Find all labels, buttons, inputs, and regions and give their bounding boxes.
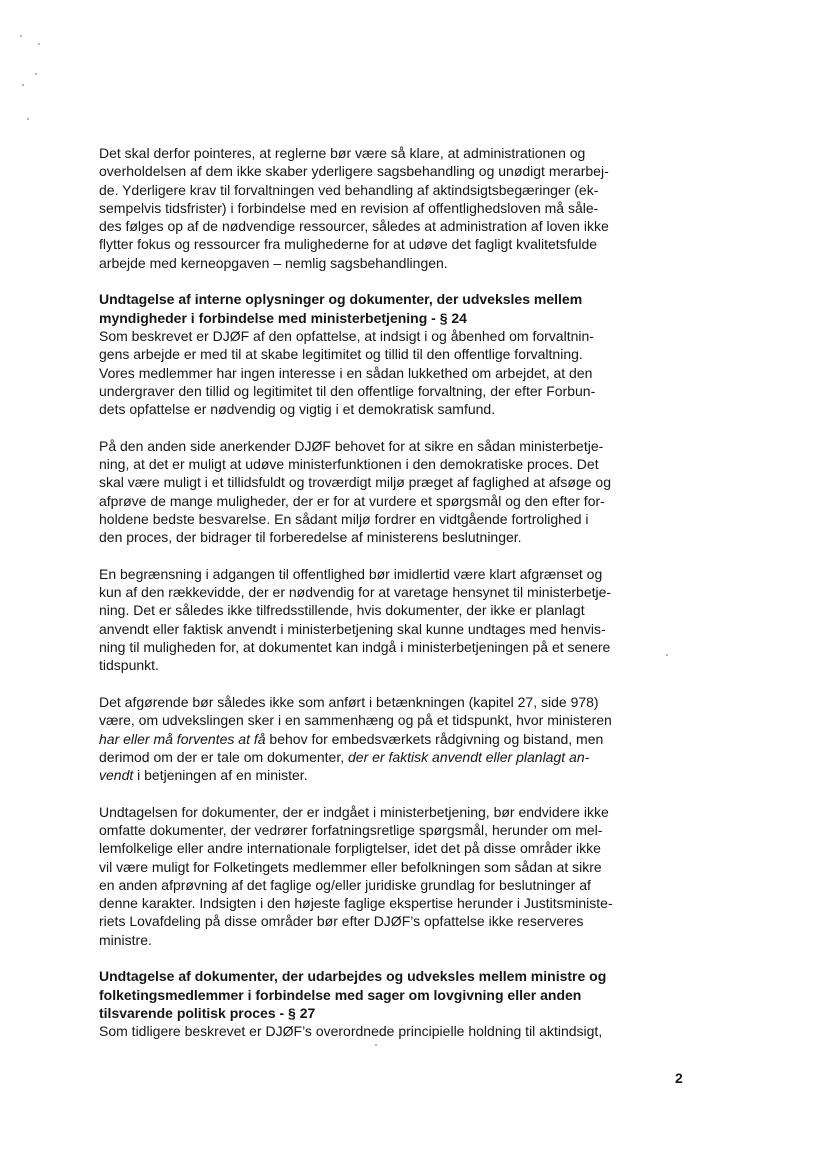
heading-line: myndigheder i forbindelse med ministerbetjening - § 24: [99, 309, 467, 326]
text-line: ning til muligheden for, at dokumentet kan indgå i ministerbetjeningen på et senere: [99, 639, 611, 656]
paragraph: [99, 1022, 699, 1040]
text-line: gens arbejde er med til at skabe legitimitet og tillid til den offentlige forvaltning.: [99, 346, 583, 363]
text-line: [99, 730, 699, 748]
italic-text: vendt: [99, 767, 134, 784]
text-line: En begrænsning i adgangen til offentlighed bør imidlertid være klart afgrænset og: [99, 565, 603, 582]
text-line: den proces, der bidrager til forberedelse af ministerens beslutninger.: [99, 529, 522, 546]
text-line: afprøve de mange muligheder, der er for at vurdere et spørgsmål og den efter for-: [99, 492, 605, 509]
paragraph: [99, 327, 699, 418]
scan-speck: [375, 1044, 377, 1046]
text-line: omfatte dokumenter, der vedrører forfatningsretlige spørgsmål, herunder om mel-: [99, 821, 603, 838]
text-line: arbejde med kerneopgaven – nemlig sagsbehandlingen.: [99, 254, 448, 271]
paragraph: [99, 565, 699, 675]
paragraph: [99, 693, 699, 784]
scan-speck: [35, 73, 37, 75]
text-line: de. Yderligere krav til forvaltningen ved behandling af aktindsigtsbegæringer (ek-: [99, 181, 599, 198]
heading-line: tilsvarende politisk proces - § 27: [99, 1004, 316, 1021]
heading-line: folketingsmedlemmer i forbindelse med sager om lovgivning eller anden: [99, 986, 582, 1003]
text-line: sempelvis tidsfrister) i forbindelse med en revision af offentlighedsloven må såle-: [99, 199, 599, 216]
text-line: Det afgørende bør således ikke som anført i betænkningen (kapitel 27, side 978): [99, 693, 599, 710]
document-body: [99, 144, 699, 1041]
text-line: undergraver den tillid og legitimitet til den offentlige forvaltning, der efter Forbun-: [99, 382, 596, 399]
text-line: en anden afprøvning af det faglige og/eller juridiske grundlag for beslutninger af: [99, 876, 591, 893]
text-line: des følges op af de nødvendige ressourcer, således at administration af loven ikke: [99, 218, 609, 235]
text-line: riets Lovafdeling på disse områder bør efter DJØF’s opfattelse ikke reserveres: [99, 913, 584, 930]
text-line: lemfolkelige eller andre internationale forpligtelser, idet det på disse områder ikke: [99, 840, 601, 857]
heading-line: Undtagelse af dokumenter, der udarbejdes og udveksles mellem ministre og: [99, 968, 607, 985]
text-line: flytter fokus og ressourcer fra mulighederne for at udøve det fagligt kvalitetsfulde: [99, 236, 598, 253]
text-line: tidspunkt.: [99, 657, 159, 674]
section-heading-27: [99, 967, 699, 1022]
text-line: denne karakter. Indsigten i den højeste faglige ekspertise herunder i Justitsministe-: [99, 895, 613, 912]
text-segment: i betjeningen af en minister.: [133, 767, 308, 784]
scan-speck: [20, 35, 22, 37]
text-line: Undtagelsen for dokumenter, der er indgået i ministerbetjening, bør endvidere ikke: [99, 803, 609, 820]
heading-line: Undtagelse af interne oplysninger og dokumenter, der udveksles mellem: [99, 291, 583, 308]
text-line: Det skal derfor pointeres, at reglerne bør være så klare, at administrationen og: [99, 145, 586, 161]
text-line: ning, at det er muligt at udøve ministerfunktionen i den demokratiske proces. Det: [99, 456, 599, 473]
text-line: ning. Det er således ikke tilfredsstillende, hvis dokumenter, der ikke er planlagt: [99, 602, 585, 619]
text-line: Som tidligere beskrevet er DJØF’s overordnede principielle holdning til aktindsigt,: [99, 1023, 603, 1040]
text-line: [99, 748, 699, 766]
text-line: overholdelsen af dem ikke skaber yderligere sagsbehandling og unødigt merarbej-: [99, 163, 609, 180]
text-line: dets opfattelse er nødvendig og vigtig i et demokratisk samfund.: [99, 401, 496, 418]
text-line: vil være muligt for Folketingets medlemmer eller befolkningen som sådan at sikre: [99, 858, 602, 875]
italic-text: har eller må forventes at få: [99, 730, 266, 747]
section-heading-24: [99, 290, 699, 327]
text-line: ministre.: [99, 931, 152, 948]
text-line: kun af den rækkevidde, der er nødvendig for at varetage hensynet til ministerbetje-: [99, 584, 612, 601]
intro-paragraph: [99, 144, 699, 272]
italic-text: der er faktisk anvendt eller planlagt an-: [348, 748, 590, 765]
scan-speck: [27, 118, 29, 120]
scan-speck: [22, 84, 24, 86]
text-line: På den anden side anerkender DJØF behovet for at sikre en sådan ministerbetje-: [99, 437, 604, 454]
text-line: [99, 766, 699, 784]
text-line: skal være muligt i et tillidsfuldt og troværdigt miljø præget af faglighed at afsøge og: [99, 474, 612, 491]
text-line: holdene bedste besvarelse. En sådant miljø fordrer en vidtgående fortrolighed i: [99, 510, 589, 527]
text-line: anvendt eller faktisk anvendt i ministerbetjening skal kunne undtages med henvis-: [99, 620, 606, 637]
paragraph: [99, 803, 699, 949]
paragraph: [99, 437, 699, 547]
text-line: Som beskrevet er DJØF af den opfattelse, at indsigt i og åbenhed om forvaltnin-: [99, 327, 594, 344]
text-segment: derimod om der er tale om dokumenter,: [99, 748, 349, 765]
page-number: 2: [675, 1070, 683, 1086]
scan-speck: [38, 43, 40, 45]
text-segment: behov for embedsværkets rådgivning og bistand, men: [265, 730, 604, 747]
text-line: Vores medlemmer har ingen interesse i en sådan lukkethed om arbejdet, at den: [99, 364, 593, 381]
text-line: være, om udvekslingen sker i en sammenhæng og på et tidspunkt, hvor ministeren: [99, 712, 612, 729]
